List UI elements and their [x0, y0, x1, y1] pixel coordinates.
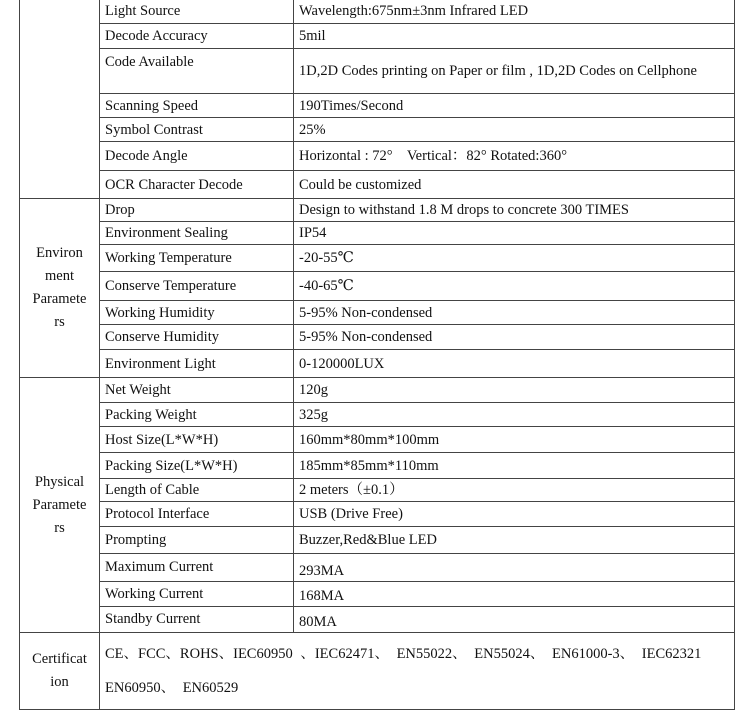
- row-value: 185mm*85mm*110mm: [294, 453, 735, 479]
- table-row: [20, 118, 735, 142]
- group-title-line: rs: [54, 519, 65, 536]
- row-label: Prompting: [100, 527, 294, 554]
- table-row: [20, 94, 735, 118]
- row-label: Code Available: [100, 49, 294, 94]
- row-value: USB (Drive Free): [294, 502, 735, 527]
- group-cell-scan: [20, 0, 100, 199]
- row-label: Conserve Humidity: [100, 325, 294, 350]
- row-label: Packing Size(L*W*H): [100, 453, 294, 479]
- table-row: [20, 142, 735, 171]
- row-label: Light Source: [100, 0, 294, 24]
- row-value: 120g: [294, 378, 735, 403]
- group-cell-certification: [20, 633, 100, 710]
- row-label: Symbol Contrast: [100, 118, 294, 142]
- row-value: Horizontal : 72° Vertical：82° Rotated:360°: [294, 142, 735, 171]
- table-row: [20, 272, 735, 301]
- row-label: Maximum Current: [100, 554, 294, 582]
- table-row: [20, 479, 735, 502]
- row-label: Working Current: [100, 582, 294, 607]
- table-row: [20, 554, 735, 582]
- row-label: Working Temperature: [100, 245, 294, 272]
- row-value: Buzzer,Red&Blue LED: [294, 527, 735, 554]
- table-row: [20, 633, 735, 710]
- row-label: Net Weight: [100, 378, 294, 403]
- table-row: [20, 24, 735, 49]
- row-value: 2 meters（±0.1）: [294, 479, 735, 502]
- table-row: [20, 453, 735, 479]
- table-row: [20, 222, 735, 245]
- table-row: [20, 0, 735, 24]
- row-value: 293MA: [294, 554, 735, 582]
- row-label: Standby Current: [100, 607, 294, 633]
- spec-table: [19, 0, 735, 710]
- row-value: 1D,2D Codes printing on Paper or film , 1D,2D Codes on Cellphone: [294, 49, 735, 94]
- table-row: [20, 325, 735, 350]
- row-value: -40-65℃: [294, 272, 735, 301]
- group-title-line: Paramete: [32, 291, 87, 307]
- row-label: Protocol Interface: [100, 502, 294, 527]
- table-row: [20, 350, 735, 378]
- group-title-line: rs: [54, 314, 65, 330]
- row-label: Working Humidity: [100, 301, 294, 325]
- table-row: [20, 403, 735, 427]
- certification-cell: [100, 633, 735, 710]
- row-value: Wavelength:675nm±3nm Infrared LED: [294, 0, 735, 24]
- row-label: Decode Angle: [100, 142, 294, 171]
- table-row: [20, 245, 735, 272]
- table-row: [20, 502, 735, 527]
- row-value: Could be customized: [294, 171, 735, 199]
- row-label: Conserve Temperature: [100, 272, 294, 301]
- row-value: 80MA: [294, 607, 735, 633]
- row-value: -20-55℃: [294, 245, 735, 272]
- group-title-line: ment: [45, 268, 74, 284]
- table-row: [20, 199, 735, 222]
- certification-line: EN60950、 EN60529: [105, 680, 239, 696]
- row-label: Length of Cable: [100, 479, 294, 502]
- row-value: 160mm*80mm*100mm: [294, 427, 735, 453]
- row-label: Packing Weight: [100, 403, 294, 427]
- table-row: [20, 607, 735, 633]
- group-cell-physical: [20, 378, 100, 633]
- row-value: Design to withstand 1.8 M drops to concrete 300 TIMES: [294, 199, 735, 222]
- table-row: [20, 427, 735, 453]
- table-row: [20, 527, 735, 554]
- row-value: 5-95% Non-condensed: [294, 325, 735, 350]
- group-title-line: Paramete: [32, 496, 87, 513]
- row-value: 0-120000LUX: [294, 350, 735, 378]
- row-label: Decode Accuracy: [100, 24, 294, 49]
- table-row: [20, 49, 735, 94]
- row-label: OCR Character Decode: [100, 171, 294, 199]
- row-value: 190Times/Second: [294, 94, 735, 118]
- table-row: [20, 582, 735, 607]
- row-value: 25%: [294, 118, 735, 142]
- row-value: 5-95% Non-condensed: [294, 301, 735, 325]
- group-title-line: ion: [50, 674, 69, 690]
- certification-line: CE、FCC、ROHS、IEC60950 、IEC62471、 EN55022、 EN55024、 EN61000-3、 IEC62321: [105, 646, 702, 662]
- row-label: Drop: [100, 199, 294, 222]
- row-label: Environment Light: [100, 350, 294, 378]
- row-value: 325g: [294, 403, 735, 427]
- group-title-line: Physical: [34, 473, 85, 490]
- row-label: Scanning Speed: [100, 94, 294, 118]
- row-value: IP54: [294, 222, 735, 245]
- group-title-line: Environ: [36, 245, 83, 261]
- row-label: Environment Sealing: [100, 222, 294, 245]
- group-title-line: Certificat: [32, 651, 87, 667]
- row-label: Host Size(L*W*H): [100, 427, 294, 453]
- table-row: [20, 378, 735, 403]
- table-row: [20, 301, 735, 325]
- table-row: [20, 171, 735, 199]
- row-value: 168MA: [294, 582, 735, 607]
- group-cell-environment: [20, 199, 100, 378]
- row-value: 5mil: [294, 24, 735, 49]
